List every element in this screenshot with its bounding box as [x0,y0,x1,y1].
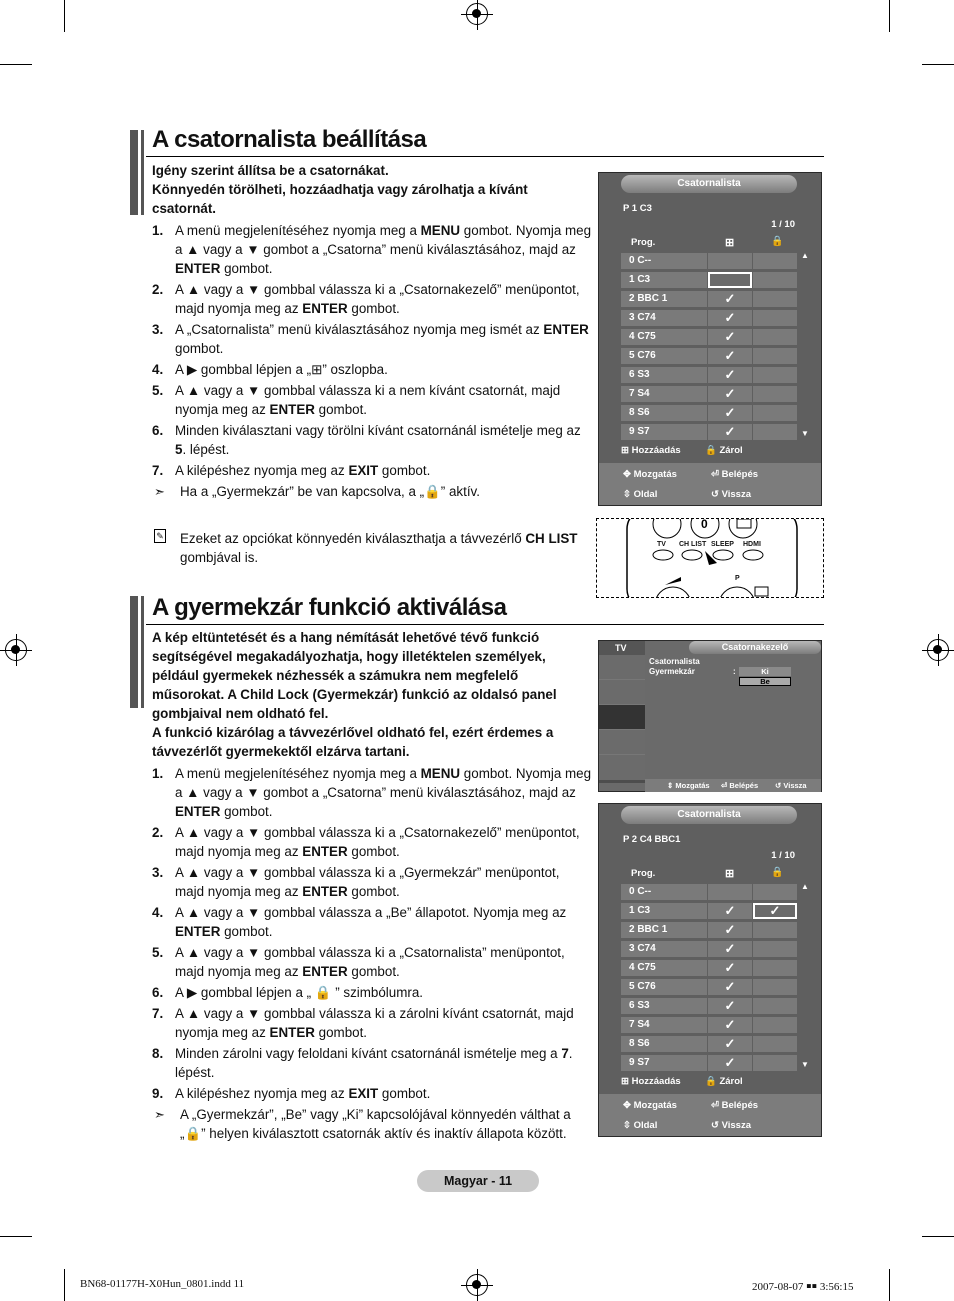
step-item [152,320,592,358]
add-checkbox[interactable] [708,253,752,269]
lock-checkbox[interactable] [753,1036,797,1052]
page-indicator: 1 / 10 [771,850,795,861]
channel-row[interactable] [621,1036,797,1052]
channel-menu-icon [599,705,645,730]
channel-row[interactable] [621,941,797,957]
step-number: 5. [152,383,164,398]
text-run: gombot. [314,1025,368,1040]
input-menu-icon [599,755,645,780]
channel-label: 1 C3 [621,903,707,919]
registration-mark-icon [466,3,488,25]
intro-paragraph: A funkció kizárólag a távvezérlővel oldható fel, ezért érdemes a távvezérlőt gyermekektől elzárva tartani. [152,725,554,759]
bold-keyword: CH LIST [525,531,578,546]
text-run: Minden zárolni vagy feloldani kívánt csatornánál ismételje meg a [175,1046,562,1061]
nav-move: ✥ Mozgatás [623,1100,677,1111]
option-on[interactable]: Be [739,677,791,686]
channel-label: 4 C75 [621,329,707,345]
lock-checkbox[interactable] [753,310,797,326]
lock-checkbox[interactable] [753,1055,797,1071]
section2-intro [152,628,588,761]
crop-mark [922,64,954,65]
lock-checkbox[interactable] [753,386,797,402]
add-checkbox[interactable]: ✓ [708,329,752,345]
text-run: gombot. [220,804,273,819]
add-checkbox[interactable]: ✓ [708,941,752,957]
osd-tv-label: TV [599,641,645,655]
step-item [152,1044,592,1082]
lock-checkbox[interactable] [753,424,797,440]
section-bar [130,130,144,215]
add-checkbox[interactable]: ✓ [708,424,752,440]
step-item [152,360,592,379]
add-checkbox[interactable]: ✓ [708,979,752,995]
lock-checkbox[interactable] [753,979,797,995]
step-number: 2. [152,282,164,297]
step-item [152,1004,592,1042]
remote-label-tv: TV [657,541,666,548]
text-run: A menü megjelenítéséhez nyomja meg a [175,223,421,238]
lock-column-icon: 🔒 [771,867,784,878]
text-run: gombot. [347,964,400,979]
option-off[interactable]: Ki [739,667,791,676]
crop-mark [64,0,65,32]
text-run: gombot. [175,341,224,356]
add-checkbox[interactable]: ✓ [708,405,752,421]
channel-label: 1 C3 [621,272,707,288]
scroll-down-icon[interactable]: ▼ [801,1060,809,1069]
section2-steps [152,764,592,1143]
text-run: A ▲ vagy a ▼ gombbal válassza ki a „Csatornakezelő” menüpontot, majd nyomja meg az [175,825,580,859]
text-run: A „Csatornalista” menü kiválasztásához nyomja meg ismét az [175,322,544,337]
add-checkbox[interactable] [708,272,752,288]
tip-block [152,529,592,567]
section-title-child-lock: A gyermekzár funkció aktiválása [152,594,507,621]
intro-paragraph: A kép eltüntetését és a hang némítását lehetővé tévő funkció segítségével megakadályozhatja, hogy illetéktelen személyek, például gyermekek nézhessék a számukra nem megfelelő műsorokat. A Child Lock (Gyermekzár) funkció az oldalsó panel gombjaival nem oldható fel. [152,630,557,721]
section-bar [130,596,144,708]
lock-column-icon: 🔒 [771,236,784,247]
registration-mark-icon [5,639,27,661]
arrow-icon: ➣ [154,484,165,499]
current-channel: P 2 C4 BBC1 [623,834,681,845]
lock-checkbox[interactable] [753,348,797,364]
nav-enter-label: Belépés [729,781,759,790]
channel-label: 7 S4 [621,1017,707,1033]
prog-header: Prog. [631,868,656,879]
remote-label-hdmi: HDMI [743,541,761,548]
text-run: gombot. [314,402,368,417]
channel-row[interactable] [621,405,797,421]
remote-label-p: P [735,575,740,582]
lock-legend: 🔒 Zárol [705,1076,743,1087]
add-checkbox[interactable]: ✓ [708,998,752,1014]
channel-manager-osd [598,640,822,792]
step-number: 7. [152,463,164,478]
add-checkbox[interactable]: ✓ [708,1017,752,1033]
text-run: Ezeket az opciókat könnyedén kiválaszthatja a távvezérlő [180,531,526,546]
crop-mark [64,1269,65,1301]
channel-row[interactable] [621,291,797,307]
text-run: gombot. Nyomja meg a ▲ vagy a ▼ gombot a „Csatorna” menü kiválasztásához, majd az [175,766,592,800]
bold-keyword: ENTER [302,301,348,316]
step-item [152,823,592,861]
channel-label: 9 S7 [621,424,707,440]
text-run: A ▲ vagy a ▼ gombbal válassza ki a „Csatornalista” menüpontot, majd nyomja meg az [175,945,565,979]
menu-item-channel-list[interactable]: Csatornalista [649,657,700,666]
bold-keyword: ENTER [175,924,221,939]
crop-mark [889,0,890,32]
bold-keyword: MENU [420,766,461,781]
channel-label: 0 C-- [621,253,707,269]
bold-keyword: ENTER [175,804,221,819]
text-run: A ▲ vagy a ▼ gombbal válassza a „Be” állapotot. Nyomja meg az [175,905,567,920]
channel-label: 7 S4 [621,386,707,402]
lock-checkbox[interactable] [753,272,797,288]
add-checkbox[interactable]: ✓ [708,367,752,383]
bold-keyword: ENTER [269,1025,315,1040]
scroll-down-icon[interactable]: ▼ [801,429,809,438]
add-legend: ⊞ Hozzáadás [621,1076,681,1087]
crop-mark [922,1236,954,1237]
text-run: . lépést. [175,1046,573,1080]
section-rule [146,156,824,157]
text-run: gombot. [347,301,400,316]
step-item [152,421,592,459]
osd-side-icons [599,655,645,783]
bold-keyword: ENTER [302,844,348,859]
nav-enter: ⏎ Belépés [711,469,759,480]
text-run: A ▶ gombbal lépjen a „⊞” oszlopba. [175,362,388,377]
sound-menu-icon [599,680,645,705]
lock-checkbox[interactable] [753,291,797,307]
text-run: A ▲ vagy a ▼ gombbal válassza ki a „Gyermekzár” menüpontot, majd nyomja meg az [175,865,560,899]
add-checkbox[interactable]: ✓ [708,386,752,402]
text-run: A ▲ vagy a ▼ gombbal válassza ki a „Csatornakezelő” menüpontot, majd nyomja meg az [175,282,580,316]
lock-checkbox[interactable] [753,884,797,900]
lock-checkbox[interactable] [753,941,797,957]
step-item [152,381,592,419]
bold-keyword: 5 [175,442,183,457]
channel-row[interactable] [621,329,797,345]
section1-intro [152,161,588,218]
step-item [152,1084,592,1103]
imprint-filename: BN68-01177H-X0Hun_0801.indd 11 [80,1278,245,1290]
scroll-up-icon[interactable]: ▲ [801,882,809,891]
channel-label: 3 C74 [621,941,707,957]
remote-control-illustration [596,518,824,598]
osd-footer [599,1094,821,1136]
remote-label-sleep: SLEEP [711,541,734,548]
channel-row[interactable] [621,903,797,919]
remote-svg [597,519,824,598]
step-item [152,983,592,1002]
section1-steps [152,221,592,501]
text-run: A ▶ gombbal lépjen a „ 🔒 ” szimbólumra. [175,985,424,1000]
channel-list-osd-2 [598,803,822,1137]
note-text: Ha a „Gyermekzár” be van kapcsolva, a „🔒” aktív. [180,484,480,499]
channel-label: 6 S3 [621,998,707,1014]
nav-back: ↺ Vissza [775,781,807,790]
bold-keyword: ENTER [175,261,221,276]
channel-row[interactable] [621,1055,797,1071]
text-run: gombot. [378,463,431,478]
lock-checkbox[interactable]: ✓ [753,903,797,919]
add-checkbox[interactable]: ✓ [708,1036,752,1052]
channel-label: 8 S6 [621,405,707,421]
intro-line: Igény szerint állítsa be a csatornákat. [152,163,389,178]
bold-keyword: ENTER [269,402,315,417]
step-number: 9. [152,1086,164,1101]
nav-move: ⇕ Mozgatás [667,781,710,790]
nav-back-label: Vissza [783,781,807,790]
lock-checkbox[interactable] [753,998,797,1014]
add-checkbox[interactable]: ✓ [708,903,752,919]
text-run: gombot. [347,844,400,859]
intro-line: Könnyedén törölheti, hozzáadhatja vagy zárolhatja a kívánt csatornát. [152,182,528,216]
channel-row[interactable] [621,424,797,440]
step-item [152,863,592,901]
step-number: 6. [152,985,164,1000]
osd-footer [599,463,821,505]
text-run: gombjával is. [180,550,259,565]
lock-checkbox[interactable] [753,922,797,938]
step-item [152,221,592,278]
lock-checkbox[interactable] [753,367,797,383]
osd-menu-title: Csatornakezelő [689,641,821,654]
channel-label: 8 S6 [621,1036,707,1052]
step-number: 5. [152,945,164,960]
picture-menu-icon [599,655,645,680]
step-item [152,943,592,981]
step-number: 4. [152,905,164,920]
channel-row[interactable] [621,386,797,402]
bold-keyword: EXIT [348,1086,379,1101]
channel-label: 9 S7 [621,1055,707,1071]
nav-move-label: Mozgatás [675,781,710,790]
channel-label: 4 C75 [621,960,707,976]
step-number: 4. [152,362,164,377]
scroll-up-icon[interactable]: ▲ [801,251,809,260]
channel-label: 6 S3 [621,367,707,383]
step-number: 2. [152,825,164,840]
channel-row[interactable] [621,884,797,900]
arrow-icon: ➣ [154,1107,165,1122]
channel-row[interactable] [621,922,797,938]
channel-row[interactable] [621,960,797,976]
add-checkbox[interactable]: ✓ [708,348,752,364]
lock-checkbox[interactable] [753,329,797,345]
lock-legend: 🔒 Zárol [705,445,743,456]
add-checkbox[interactable]: ✓ [708,310,752,326]
add-column-icon: ⊞ [725,237,735,249]
section-title-channel-list: A csatornalista beállítása [152,126,427,153]
channel-row[interactable] [621,253,797,269]
arrow-note [152,482,592,501]
text-run: A ▲ vagy a ▼ gombbal válassza ki a nem kívánt csatornát, majd nyomja meg az [175,383,561,417]
channel-row[interactable] [621,310,797,326]
section-rule [146,624,824,625]
text-run: gombot. Nyomja meg a ▲ vagy a ▼ gombot a „Csatorna” menü kiválasztásához, majd az [175,223,592,257]
channel-label: 3 C74 [621,310,707,326]
step-number: 8. [152,1046,164,1061]
crop-mark [0,1236,32,1237]
channel-list-osd-1 [598,172,822,506]
lock-checkbox[interactable] [753,1017,797,1033]
channel-label: 2 BBC 1 [621,922,707,938]
nav-move: ✥ Mozgatás [623,469,677,480]
bold-keyword: 7 [561,1046,569,1061]
crop-mark [889,1269,890,1301]
step-number: 1. [152,223,164,238]
osd-menu-footer [645,779,821,792]
channel-label: 5 C76 [621,979,707,995]
menu-item-child-lock[interactable]: Gyermekzár [649,667,695,676]
channel-label: 2 BBC 1 [621,291,707,307]
channel-row[interactable] [621,1017,797,1033]
step-item [152,280,592,318]
text-run: gombot. [378,1086,431,1101]
text-run: . lépést. [182,442,230,457]
add-checkbox[interactable]: ✓ [708,1055,752,1071]
add-checkbox[interactable]: ✓ [708,960,752,976]
lock-checkbox[interactable] [753,960,797,976]
note-icon: ✎ [154,529,166,543]
remote-label-chlist: CH LIST [679,541,707,548]
bold-keyword: ENTER [302,884,348,899]
text-run: Minden kiválasztani vagy törölni kívánt csatornánál ismételje meg az [175,423,581,438]
tip-text [180,531,577,565]
crop-mark [0,64,32,65]
setup-menu-icon [599,730,645,755]
current-channel: P 1 C3 [623,203,652,214]
step-item [152,461,592,480]
tip-note [152,529,592,567]
channel-label: 5 C76 [621,348,707,364]
step-item [152,764,592,821]
imprint-date: 2007-08-07 ￭￭ 3:56:15 [752,1281,854,1293]
bold-keyword: MENU [420,223,461,238]
channel-row[interactable] [621,348,797,364]
step-item [152,903,592,941]
step-number: 3. [152,322,164,337]
nav-page: ⇳ Oldal [623,489,658,500]
bold-keyword: ENTER [543,322,589,337]
svg-text:0: 0 [701,519,708,531]
osd-title: Csatornalista [621,175,797,193]
channel-row[interactable] [621,998,797,1014]
registration-mark-icon [927,639,949,661]
page-indicator: 1 / 10 [771,219,795,230]
prog-header: Prog. [631,237,656,248]
text-run: A kilépéshez nyomja meg az [175,463,349,478]
nav-back: ↺ Vissza [711,489,752,500]
text-run: A kilépéshez nyomja meg az [175,1086,349,1101]
osd-title: Csatornalista [621,806,797,824]
nav-enter: ⏎ Belépés [721,781,759,790]
lock-checkbox[interactable] [753,253,797,269]
step-number: 6. [152,423,164,438]
step-number: 1. [152,766,164,781]
nav-back: ↺ Vissza [711,1120,752,1131]
add-checkbox[interactable] [708,884,752,900]
arrow-note [152,1105,592,1143]
channel-row[interactable] [621,367,797,383]
step-number: 7. [152,1006,164,1021]
registration-mark-icon [466,1274,488,1296]
note-text: A „Gyermekzár”, „Be” vagy „Ki” kapcsolójával könnyedén válthat a „🔒” helyen kiválasztott csatornák aktív és inaktív állapota között. [180,1107,571,1141]
text-run: A menü megjelenítéséhez nyomja meg a [175,766,421,781]
add-legend: ⊞ Hozzáadás [621,445,681,456]
add-column-icon: ⊞ [725,868,735,880]
channel-row[interactable] [621,272,797,288]
channel-row[interactable] [621,979,797,995]
nav-enter: ⏎ Belépés [711,1100,759,1111]
menu-colon: : [733,667,736,676]
bold-keyword: ENTER [302,964,348,979]
bold-keyword: EXIT [348,463,379,478]
nav-page: ⇳ Oldal [623,1120,658,1131]
add-checkbox[interactable]: ✓ [708,922,752,938]
page-number-badge: Magyar - 11 [417,1170,539,1192]
lock-checkbox[interactable] [753,405,797,421]
text-run: A ▲ vagy a ▼ gombbal válassza ki a zárolni kívánt csatornát, majd nyomja meg az [175,1006,574,1040]
step-number: 3. [152,865,164,880]
text-run: gombot. [220,924,273,939]
channel-label: 0 C-- [621,884,707,900]
text-run: gombot. [220,261,273,276]
text-run: gombot. [347,884,400,899]
add-checkbox[interactable]: ✓ [708,291,752,307]
